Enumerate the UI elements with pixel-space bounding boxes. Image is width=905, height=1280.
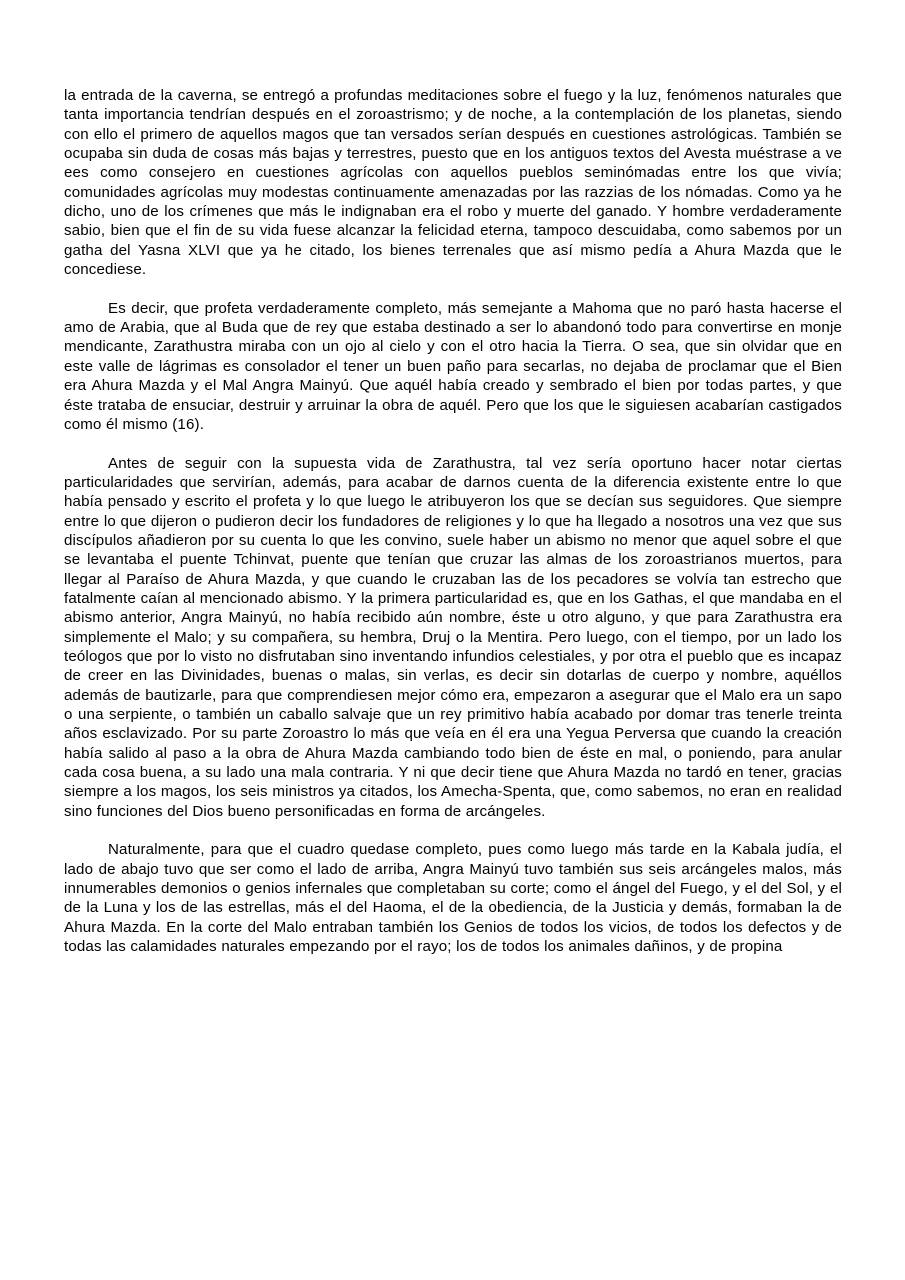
document-text-column: [64, 86, 842, 956]
paragraph-3: Antes de seguir con la supuesta vida de Zarathustra, tal vez sería oportuno hacer notar ciertas particularidades que servirían, además, para acabar de darnos cuenta de la diferencia existente entre lo que había pensado y escrito el profeta y lo que luego le atribuyeron los que se decían sus seguidores. Que siempre entre lo que dijeron o pudieron decir los fundadores de religiones y lo que ha llegado a nosotros una vez que sus discípulos añadieron por su cuenta lo que les convino, suele haber un abismo no menor que aquel sobre el que se levantaba el puente Tchinvat, puente que tenían que cruzar las almas de los zoroastrianos muertos, para llegar al Paraíso de Ahura Mazda, y que cuando le cruzaban las de los pecadores se volvía tan estrecho que fatalmente caían al mencionado abismo. Y la primera particularidad es, que en los Gathas, el que mandaba en el abismo anterior, Angra Mainyú, no había recibido aún nombre, éste u otro alguno, y que para Zarathustra era simplemente el Malo; y su compañera, su hembra, Druj o la Mentira. Pero luego, con el tiempo, por un lado los teólogos que por lo visto no disfrutaban sino inventando infundios celestiales, y por otra el pueblo que es incapaz de creer en las Divinidades, buenas o malas, sin verlas, es decir sin dotarlas de cuerpo y nombre, aquéllos además de bautizarle, para que comprendiesen mejor cómo era, empezaron a asegurar que el Malo era un sapo o una serpiente, o también un caballo salvaje que un rey primitivo había acabado por domar tras tenerle treinta años esclavizado. Por su parte Zoroastro lo más que veía en él era una Yegua Perversa que cuando la creación había salido al paso a la obra de Ahura Mazda cambiando todo bien de éste en mal, o poniendo, para anular cada cosa buena, a su lado una mala contraria. Y ni que decir tiene que Ahura Mazda no tardó en tener, gracias siempre a los magos, los seis ministros ya citados, los Amecha-Spenta, que, como sabemos, no eran en realidad sino funciones del Dios bueno personificadas en forma de arcángeles.: [64, 454, 842, 820]
paragraph-2: Es decir, que profeta verdaderamente completo, más semejante a Mahoma que no paró hasta hacerse el amo de Arabia, que al Buda que de rey que estaba destinado a ser lo abandonó todo para convertirse en monje mendicante, Zarathustra miraba con un ojo al cielo y con el otro hacia la Tierra. O sea, que sin olvidar que en este valle de lágrimas es consolador el tener un buen paño para secarlas, no dejaba de proclamar que el Bien era Ahura Mazda y el Mal Angra Mainyú. Que aquél había creado y sembrado el bien por todas partes, y que éste trataba de ensuciar, destruir y arruinar la obra de aquél. Pero que los que le siguiesen acabarían castigados como él mismo (16).: [64, 299, 842, 433]
paragraph-4: Naturalmente, para que el cuadro quedase completo, pues como luego más tarde en la Kabala judía, el lado de abajo tuvo que ser como el lado de arriba, Angra Mainyú tuvo también sus seis arcángeles malos, más innumerables demonios o genios infernales que completaban su corte; como el ángel del Fuego, y el del Sol, y el de la Luna y los de las estrellas, más el del Haoma, el de la obediencia, de la Justicia y demás, formaban la de Ahura Mazda. En la corte del Malo entraban también los Genios de todos los vicios, de todos los defectos y de todas las calamidades naturales empezando por el rayo; los de todos los animales dañinos, y de propina: [64, 841, 842, 956]
paragraph-1: la entrada de la caverna, se entregó a profundas meditaciones sobre el fuego y la luz, fenómenos naturales que tanta importancia tendrían después en el zoroastrismo; y de noche, a la contemplación de los planetas, siendo con ello el primero de aquellos magos que tan versados serían después en cuestiones astrológicas. También se ocupaba sin duda de cosas más bajas y terrestres, puesto que en los antiguos textos del Avesta muéstrase a ve ees como consejero en cuestiones agrícolas con aquellos pueblos seminómadas entre los que vivía; comunidades agrícolas muy modestas continuamente amenazadas por las razzias de los nómadas. Como ya he dicho, uno de los crímenes que más le indignaban era el robo y muerte del ganado. Y hombre verdaderamente sabio, bien que el fin de su vida fuese alcanzar la felicidad eterna, tampoco descuidaba, como sabemos por un gatha del Yasna XLVI que ya he citado, los bienes terrenales que así mismo pedía a Ahura Mazda que le concediese.: [64, 87, 842, 279]
